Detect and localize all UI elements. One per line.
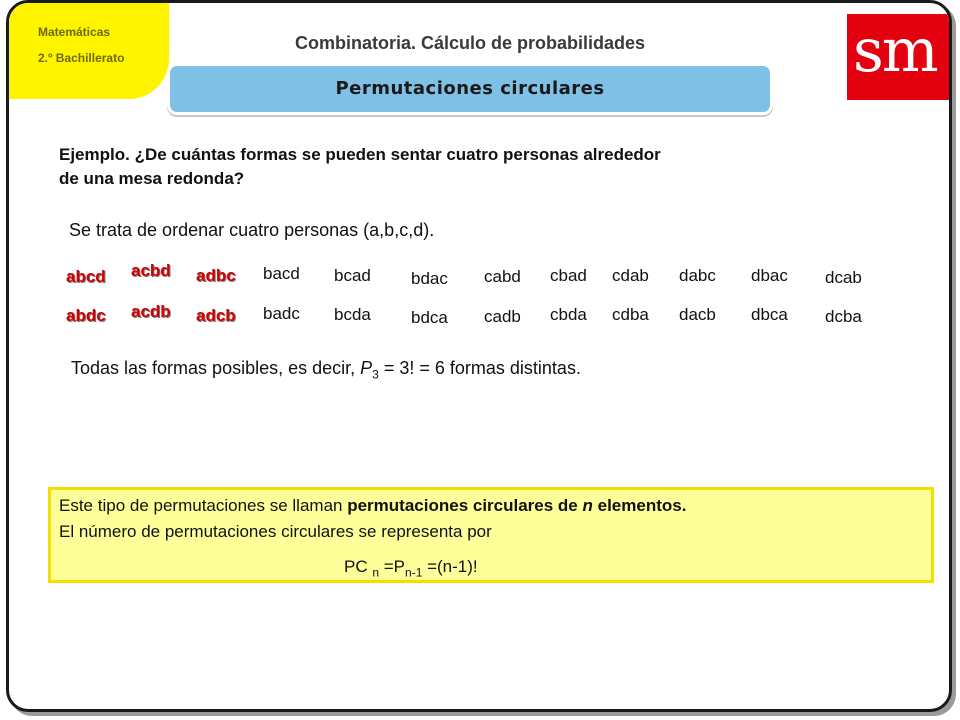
conclusion-prefix: Todas las formas posibles, es decir, <box>71 358 361 378</box>
permutation-item: cdab <box>612 266 649 285</box>
formula-pc: PC <box>344 557 373 576</box>
permutation-item: cadb <box>484 307 521 326</box>
definition-box <box>48 487 934 583</box>
question-line-1: Ejemplo. ¿De cuántas formas se pueden sentar cuatro personas alrededor <box>59 145 661 164</box>
course-label: 2.º Bachillerato <box>38 51 125 65</box>
conclusion-p: P <box>360 358 373 378</box>
permutation-item: acbd <box>131 261 171 280</box>
permutation-item: bcad <box>334 266 371 285</box>
permutation-item: dcab <box>825 268 862 287</box>
definition-line-1 <box>59 496 686 516</box>
definition-n: n <box>582 496 593 515</box>
permutation-item: dabc <box>679 266 716 285</box>
permutation-item: dbca <box>751 305 788 324</box>
permutation-item: dacb <box>679 305 716 324</box>
sm-logo <box>847 14 952 100</box>
definition-bold-term <box>347 496 686 515</box>
section-title: Permutaciones circulares <box>335 78 605 99</box>
formula-pc-sub: n <box>372 565 380 580</box>
definition-text-b: permutaciones circulares de <box>347 496 583 515</box>
permutation-item: cabd <box>484 267 521 286</box>
definition-text-a: Este tipo de permutaciones se llaman <box>59 496 348 515</box>
circular-permutation-formula <box>344 557 478 579</box>
conclusion-text <box>71 358 581 382</box>
logo-text: sm <box>853 16 937 86</box>
permutation-item: abcd <box>66 267 106 286</box>
permutation-item: cdba <box>612 305 649 324</box>
permutation-item: bacd <box>263 264 300 283</box>
example-question <box>59 143 839 191</box>
question-line-2: de una mesa redonda? <box>59 169 245 188</box>
permutation-item: dbac <box>751 266 788 285</box>
formula-eq: =P <box>379 557 406 576</box>
permutation-item: adcb <box>196 306 236 325</box>
definition-line-2: El número de permutaciones circulares se representa por <box>59 522 492 541</box>
topic-title: Combinatoria. Cálculo de probabilidades <box>295 33 646 53</box>
formula-p-sub: n-1 <box>405 565 423 580</box>
section-banner <box>167 63 773 115</box>
permutation-item: abdc <box>66 306 106 325</box>
formula-tail: =(n-1)! <box>422 557 478 576</box>
intro-text: Se trata de ordenar cuatro personas (a,b,c,d). <box>69 220 435 240</box>
permutation-item: bdca <box>411 308 448 327</box>
subject-label: Matemáticas <box>38 25 111 39</box>
permutation-item: adbc <box>196 266 236 285</box>
permutation-item: dcba <box>825 307 862 326</box>
slide-frame <box>6 0 952 712</box>
definition-text-c: elementos. <box>592 496 687 515</box>
permutation-item: badc <box>263 304 300 323</box>
permutation-item: acdb <box>131 302 171 321</box>
permutation-item: bcda <box>334 305 371 324</box>
conclusion-suffix: = 3! = 6 formas distintas. <box>378 358 581 378</box>
permutation-item: cbad <box>550 266 587 285</box>
permutation-item: cbda <box>550 305 587 324</box>
conclusion-sub: 3 <box>372 367 379 382</box>
permutation-item: bdac <box>411 269 448 288</box>
